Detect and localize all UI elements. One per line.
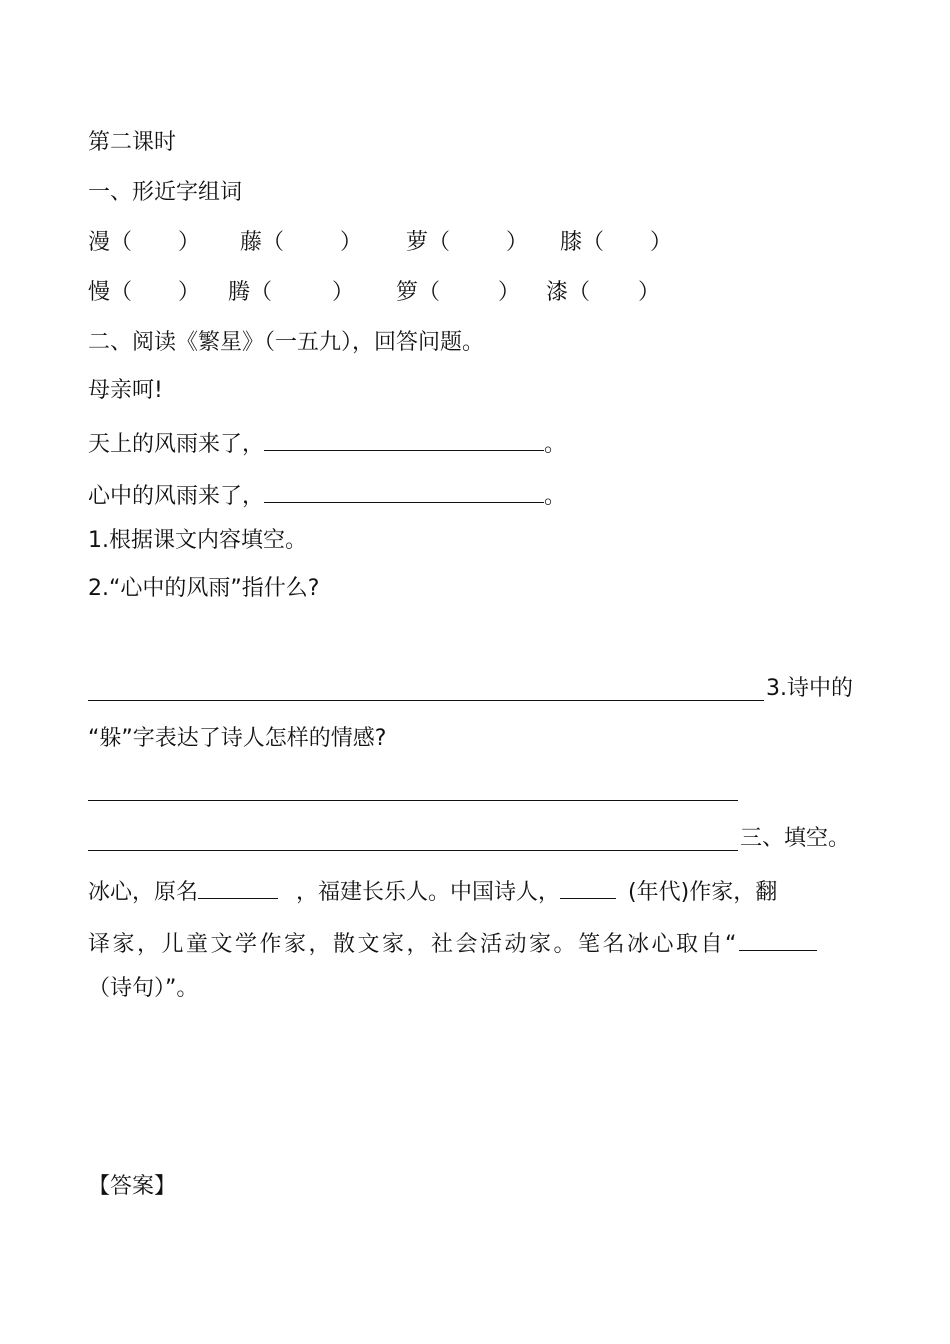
poem-line-3-text: 心中的风雨来了， [88, 484, 265, 509]
char-7: 箩（ [396, 280, 441, 305]
page-title: 第二课时 [88, 130, 177, 155]
fill-text-d: 译家，儿童文学作家，散文家，社会活动家。笔名冰心取自“ [88, 932, 739, 957]
paren-close: ） [650, 230, 673, 255]
paren-close: ） [506, 230, 529, 255]
char-5: 慢（ [88, 280, 133, 305]
fill-line-1 [88, 874, 777, 908]
char-2: 藤（ [240, 230, 285, 255]
question-1: 1.根据课文内容填空。 [88, 528, 307, 553]
char-1: 漫（ [88, 230, 133, 255]
question-3-start: 3.诗中的 [766, 676, 853, 701]
paren-close: ） [178, 230, 201, 255]
answer-line[interactable] [88, 850, 738, 851]
poem-line-3-end: 。 [544, 484, 567, 509]
poem-blank[interactable] [739, 926, 817, 951]
answer-blank[interactable] [264, 478, 544, 503]
paren-close: ） [638, 280, 661, 305]
section2-heading: 二、阅读《繁星》（一五九），回答问题。 [88, 330, 485, 355]
answer-line[interactable] [88, 800, 738, 801]
fill-text-b: ，福建长乐人。中国诗人， [296, 880, 561, 905]
paren-close: ） [178, 280, 201, 305]
char-3: 萝（ [406, 230, 451, 255]
answer-label: 【答案】 [88, 1174, 177, 1199]
answer-line[interactable] [88, 700, 764, 701]
poem-line-2-text: 天上的风雨来了， [88, 432, 265, 457]
char-8: 漆（ [546, 280, 591, 305]
fill-line-2 [88, 926, 817, 960]
era-blank[interactable] [560, 874, 616, 899]
poem-line-1: 母亲呵! [88, 378, 163, 403]
question-3: “躲”字表达了诗人怎样的情感? [88, 726, 387, 751]
question-2: 2.“心中的风雨”指什么? [88, 576, 320, 601]
paren-close: ） [340, 230, 363, 255]
char-6: 腾（ [228, 280, 273, 305]
answer-blank[interactable] [264, 426, 544, 451]
fill-text-c: (年代)作家，翻 [628, 880, 778, 905]
poem-line-2-end: 。 [544, 432, 567, 457]
paren-close: ） [498, 280, 521, 305]
char-4: 膝（ [560, 230, 605, 255]
name-blank[interactable] [198, 874, 278, 899]
fill-text-a: 冰心，原名 [88, 880, 199, 905]
fill-line-3: （诗句）”。 [88, 976, 199, 1001]
poem-line-2 [88, 426, 566, 460]
poem-line-3 [88, 478, 566, 512]
paren-close: ） [332, 280, 355, 305]
section1-heading: 一、形近字组词 [88, 180, 243, 205]
section3-heading: 三、填空。 [740, 826, 851, 851]
